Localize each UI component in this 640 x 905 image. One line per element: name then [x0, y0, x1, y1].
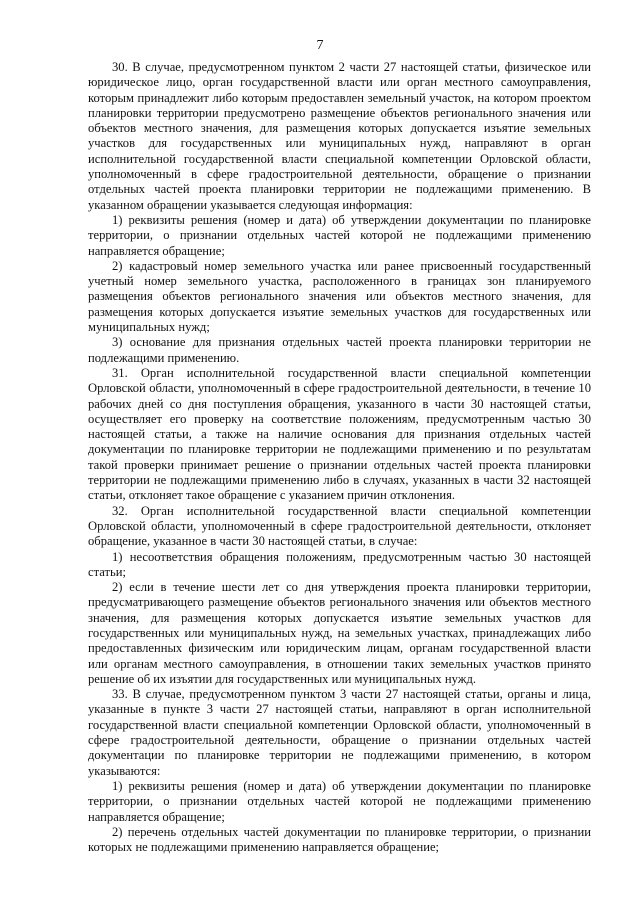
- paragraph-32: 32. Орган исполнительной государственной власти специальной компетенции Орловской области, уполномоченный в сфере градостроительной деятельности, отклоняет обращение, указанное в части 30 настоящей статьи, в случае:: [88, 503, 591, 549]
- document-body: [88, 60, 591, 855]
- paragraph-31: 31. Орган исполнительной государственной власти специальной компетенции Орловской области, уполномоченный в сфере градостроительной деятельности, в течение 10 рабочих дней со дня поступления обращения, указанного в части 30 настоящей статьи, осуществляет его проверку на соответствие положениям, предусмотренным частью 30 настоящей статьи, а также на наличие основания для признания отдельных частей документации по планировке территории не подлежащими применению и по результатам такой проверки принимает решение о признании отдельных частей проекта планировки территории не подлежащими применению либо в случаях, указанных в части 32 настоящей статьи, отклоняет такое обращение с указанием причин отклонения.: [88, 365, 591, 503]
- paragraph-33-item-1: 1) реквизиты решения (номер и дата) об утверждении документации по планировке территории, о признании отдельных частей которой не подлежащими применению направляется обращение;: [88, 778, 591, 824]
- paragraph-32-item-2: 2) если в течение шести лет со дня утверждения проекта планировки территории, предусматривающего размещение объектов регионального значения или объектов местного значения, для размещения которых допускается изъятие земельных участков для государственных или муниципальных нужд, на земельных участках, принадлежащих либо предоставленных физическим или юридическим лицам, органам государственной власти или органам местного самоуправления, в отношении таких земельных участков принято решение об их изъятии для государственных или муниципальных нужд.: [88, 580, 591, 686]
- paragraph-30-item-1: 1) реквизиты решения (номер и дата) об утверждении документации по планировке территории, о признании отдельных частей которой не подлежащими применению направляется обращение;: [88, 212, 591, 258]
- paragraph-30-item-2: 2) кадастровый номер земельного участка или ранее присвоенный государственный учетный номер земельного участка, расположенного в границах зон планируемого размещения объектов регионального значения или объектов местного значения, для размещения которых допускается изъятие земельных участков для государственных или муниципальных нужд;: [88, 258, 591, 335]
- paragraph-32-item-1: 1) несоответствия обращения положениям, предусмотренным частью 30 настоящей статьи;: [88, 549, 591, 579]
- paragraph-33: 33. В случае, предусмотренном пунктом 3 части 27 настоящей статьи, органы и лица, указанные в пункте 3 части 27 настоящей статьи, направляют в орган исполнительной государственной власти специальной компетенции Орловской области, уполномоченный в сфере градостроительной деятельности, обращение о признании отдельных частей документации по планировке территории не подлежащими применению, в котором указываются:: [88, 687, 591, 778]
- page-number: 7: [316, 38, 324, 53]
- paragraph-30-item-3: 3) основание для признания отдельных частей проекта планировки территории не подлежащими применению.: [88, 335, 591, 365]
- paragraph-33-item-2: 2) перечень отдельных частей документации по планировке территории, о признании которых не подлежащими применению направляется обращение;: [88, 824, 591, 855]
- paragraph-30: 30. В случае, предусмотренном пунктом 2 части 27 настоящей статьи, физическое или юридическое лицо, орган государственной власти или орган местного самоуправления, которым принадлежит либо которым предоставлен земельный участок, на котором проектом планировки территории предусмотрено размещение объектов регионального значения или объектов местного значения, для размещения которых допускается изъятие земельных участков для государственных или муниципальных нужд, направляют в орган исполнительной государственной власти специальной компетенции Орловской области, уполномоченный в сфере градостроительной деятельности, обращение о признании отдельных частей проекта планировки территории не подлежащими применению. В указанном обращении указывается следующая информация:: [88, 60, 591, 212]
